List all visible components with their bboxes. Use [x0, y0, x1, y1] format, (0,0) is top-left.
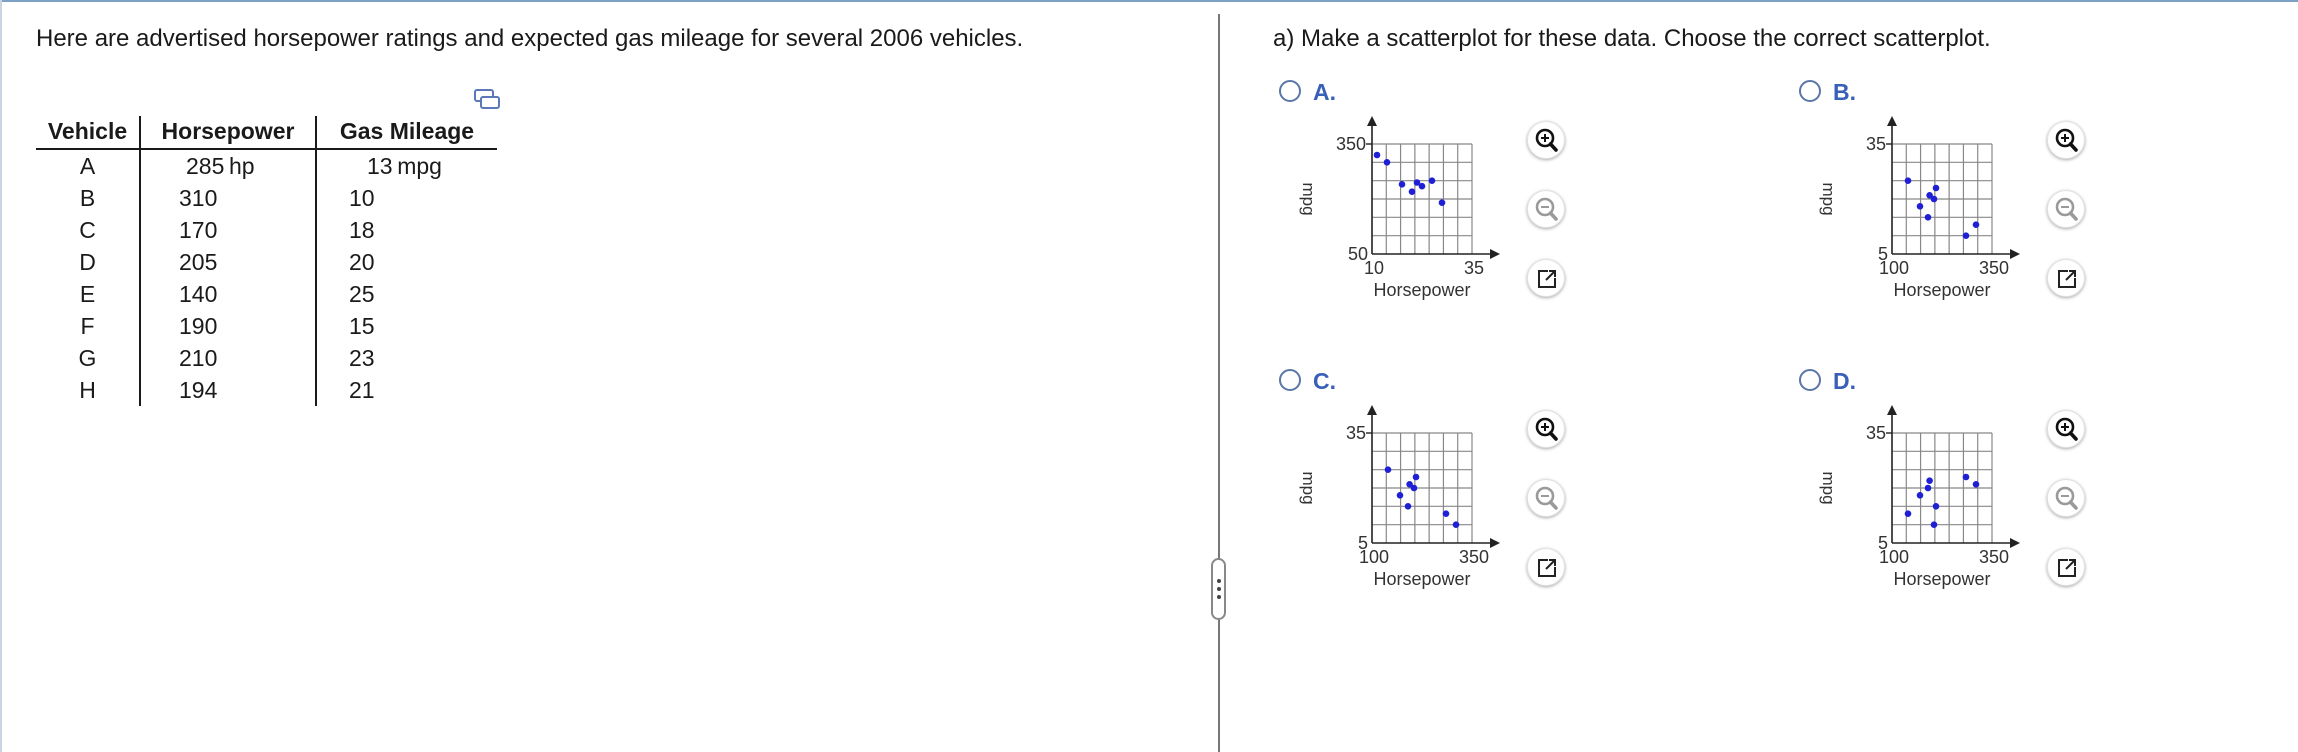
mileage-cell: 25	[349, 281, 375, 307]
data-point	[1925, 485, 1932, 492]
popout-icon	[1528, 260, 1566, 298]
x-tick-label: 350	[1978, 258, 2010, 278]
vehicle-cell: A	[79, 153, 96, 179]
radio-d[interactable]	[1799, 369, 1821, 391]
horsepower-cell: 285 hp	[140, 149, 316, 182]
data-point	[1933, 503, 1940, 510]
data-point	[1443, 510, 1450, 517]
y-tick-label: 35	[1865, 134, 1886, 154]
y-axis-arrow	[1367, 116, 1377, 126]
option-d[interactable]	[1799, 366, 2109, 616]
pane-divider	[1218, 14, 1220, 752]
header-vehicle: Vehicle	[36, 116, 140, 149]
x-axis-arrow	[2010, 538, 2020, 548]
y-tick-label: 5	[1877, 244, 1888, 264]
x-axis-arrow	[1490, 249, 1500, 259]
popout-icon	[1528, 549, 1566, 587]
y-tick-label: 35	[1345, 423, 1366, 443]
option-a-label: A.	[1313, 79, 1336, 105]
horsepower-cell: 140	[140, 278, 316, 310]
y-tick-label: 5	[1877, 533, 1888, 553]
horsepower-cell: 210	[140, 342, 316, 374]
vehicle-cell: E	[79, 281, 96, 307]
table-row	[36, 278, 497, 310]
top-border	[0, 0, 2298, 2]
y-axis-arrow	[1887, 405, 1897, 415]
y-axis-arrow	[1887, 116, 1897, 126]
mileage-cell: 15	[349, 313, 375, 339]
x-tick-label: 350	[1458, 547, 1490, 567]
x-tick-label: 350	[1978, 547, 2010, 567]
horsepower-cell: 190	[140, 310, 316, 342]
data-point	[1973, 221, 1980, 228]
zoom-in-button[interactable]	[2047, 410, 2085, 448]
data-point	[1917, 492, 1924, 499]
y-axis-label: mpg	[1299, 471, 1318, 505]
data-point	[1931, 521, 1938, 528]
vehicle-cell: C	[79, 217, 96, 243]
zoom-out-icon	[2048, 191, 2086, 229]
vehicle-data-table	[36, 116, 497, 406]
x-tick-label: 100	[1878, 547, 1910, 567]
scatterplot-c	[1279, 402, 1519, 602]
option-b[interactable]	[1799, 77, 2109, 327]
y-axis-label: mpg	[1819, 471, 1838, 505]
table-row	[36, 374, 497, 406]
data-point	[1439, 199, 1446, 206]
option-d-label: D.	[1833, 368, 1856, 394]
y-axis-label: mpg	[1819, 182, 1838, 216]
zoom-in-button[interactable]	[1527, 121, 1565, 159]
table-row	[36, 246, 497, 278]
data-point	[1385, 466, 1392, 473]
scatterplot-a	[1279, 113, 1519, 313]
data-point	[1384, 159, 1391, 166]
x-tick-label: 100	[1878, 258, 1910, 278]
y-axis-label: mpg	[1299, 182, 1318, 216]
x-axis-label: Horsepower	[1893, 569, 1991, 589]
horsepower-cell: 310	[140, 182, 316, 214]
radio-c[interactable]	[1279, 369, 1301, 391]
zoom-in-icon	[2048, 411, 2086, 449]
x-axis-arrow	[1490, 538, 1500, 548]
copy-icon[interactable]	[474, 89, 500, 111]
x-tick-label: 100	[1358, 547, 1390, 567]
popout-button[interactable]	[1527, 259, 1565, 297]
horsepower-cell: 170	[140, 214, 316, 246]
zoom-in-button[interactable]	[1527, 410, 1565, 448]
zoom-out-button[interactable]	[1527, 479, 1565, 517]
x-axis-label: Horsepower	[1373, 569, 1471, 589]
vehicle-cell: F	[80, 313, 95, 339]
data-point	[1405, 503, 1412, 510]
x-tick-label: 10	[1363, 258, 1385, 278]
mileage-cell: 21	[349, 377, 375, 403]
popout-button[interactable]	[2047, 548, 2085, 586]
problem-prompt: Here are advertised horsepower ratings and expected gas mileage for several 2006 vehicles.	[36, 25, 1024, 52]
zoom-in-icon	[2048, 122, 2086, 160]
left-border	[0, 0, 2, 752]
mileage-cell: 18	[349, 217, 375, 243]
header-horsepower: Horsepower	[140, 116, 316, 149]
popout-icon	[2048, 260, 2086, 298]
header-gas-mileage: Gas Mileage	[316, 116, 497, 149]
mileage-cell: 23	[349, 345, 375, 371]
vehicle-cell: G	[78, 345, 97, 371]
y-tick-label: 5	[1357, 533, 1368, 553]
y-tick-label: 35	[1865, 423, 1886, 443]
option-c[interactable]	[1279, 366, 1589, 616]
option-a[interactable]	[1279, 77, 1589, 327]
option-c-label: C.	[1313, 368, 1336, 394]
pane-resize-handle[interactable]	[1211, 558, 1226, 620]
data-point	[1905, 177, 1912, 184]
data-point	[1411, 485, 1418, 492]
zoom-out-icon	[2048, 480, 2086, 518]
data-point	[1973, 481, 1980, 488]
data-point	[1963, 232, 1970, 239]
x-axis-label: Horsepower	[1373, 280, 1471, 300]
radio-a[interactable]	[1279, 80, 1301, 102]
data-point	[1917, 203, 1924, 210]
vehicle-cell: B	[79, 185, 96, 211]
zoom-in-button[interactable]	[2047, 121, 2085, 159]
option-b-label: B.	[1833, 79, 1856, 105]
horsepower-cell: 205	[140, 246, 316, 278]
zoom-out-icon	[1528, 480, 1566, 518]
table-row	[36, 182, 497, 214]
data-point	[1397, 492, 1404, 499]
question-text: a) Make a scatterplot for these data. Choose the correct scatterplot.	[1273, 25, 1991, 52]
x-tick-label: 35	[1463, 258, 1485, 278]
data-point	[1429, 177, 1436, 184]
data-point	[1963, 474, 1970, 481]
data-point	[1399, 181, 1406, 188]
zoom-out-button[interactable]	[2047, 190, 2085, 228]
data-point	[1453, 521, 1460, 528]
y-tick-label: 50	[1347, 244, 1368, 264]
mileage-cell: 13 mpg	[367, 153, 442, 179]
x-axis-label: Horsepower	[1893, 280, 1991, 300]
data-point	[1409, 188, 1416, 195]
table-row	[36, 342, 497, 374]
x-axis-arrow	[2010, 249, 2020, 259]
horsepower-cell: 194	[140, 374, 316, 406]
y-axis-arrow	[1367, 405, 1377, 415]
mileage-cell: 20	[349, 249, 375, 275]
data-point	[1931, 196, 1938, 203]
zoom-in-icon	[1528, 411, 1566, 449]
data-point	[1933, 185, 1940, 192]
popout-button[interactable]	[1527, 548, 1565, 586]
vehicle-cell: D	[79, 249, 96, 275]
scatterplot-d	[1799, 402, 2039, 602]
zoom-out-button[interactable]	[2047, 479, 2085, 517]
data-point	[1413, 474, 1420, 481]
mileage-cell: 10	[349, 185, 375, 211]
y-tick-label: 350	[1335, 134, 1366, 154]
popout-icon	[2048, 549, 2086, 587]
table-row	[36, 214, 497, 246]
data-point	[1926, 477, 1933, 484]
data-point	[1419, 183, 1426, 190]
table-row	[36, 149, 497, 182]
zoom-out-button[interactable]	[1527, 190, 1565, 228]
scatterplot-b	[1799, 113, 2039, 313]
vehicle-cell: H	[79, 377, 96, 403]
radio-b[interactable]	[1799, 80, 1821, 102]
zoom-in-icon	[1528, 122, 1566, 160]
data-point	[1925, 214, 1932, 221]
popout-button[interactable]	[2047, 259, 2085, 297]
data-point	[1905, 510, 1912, 517]
table-row	[36, 310, 497, 342]
zoom-out-icon	[1528, 191, 1566, 229]
data-point	[1374, 152, 1381, 159]
